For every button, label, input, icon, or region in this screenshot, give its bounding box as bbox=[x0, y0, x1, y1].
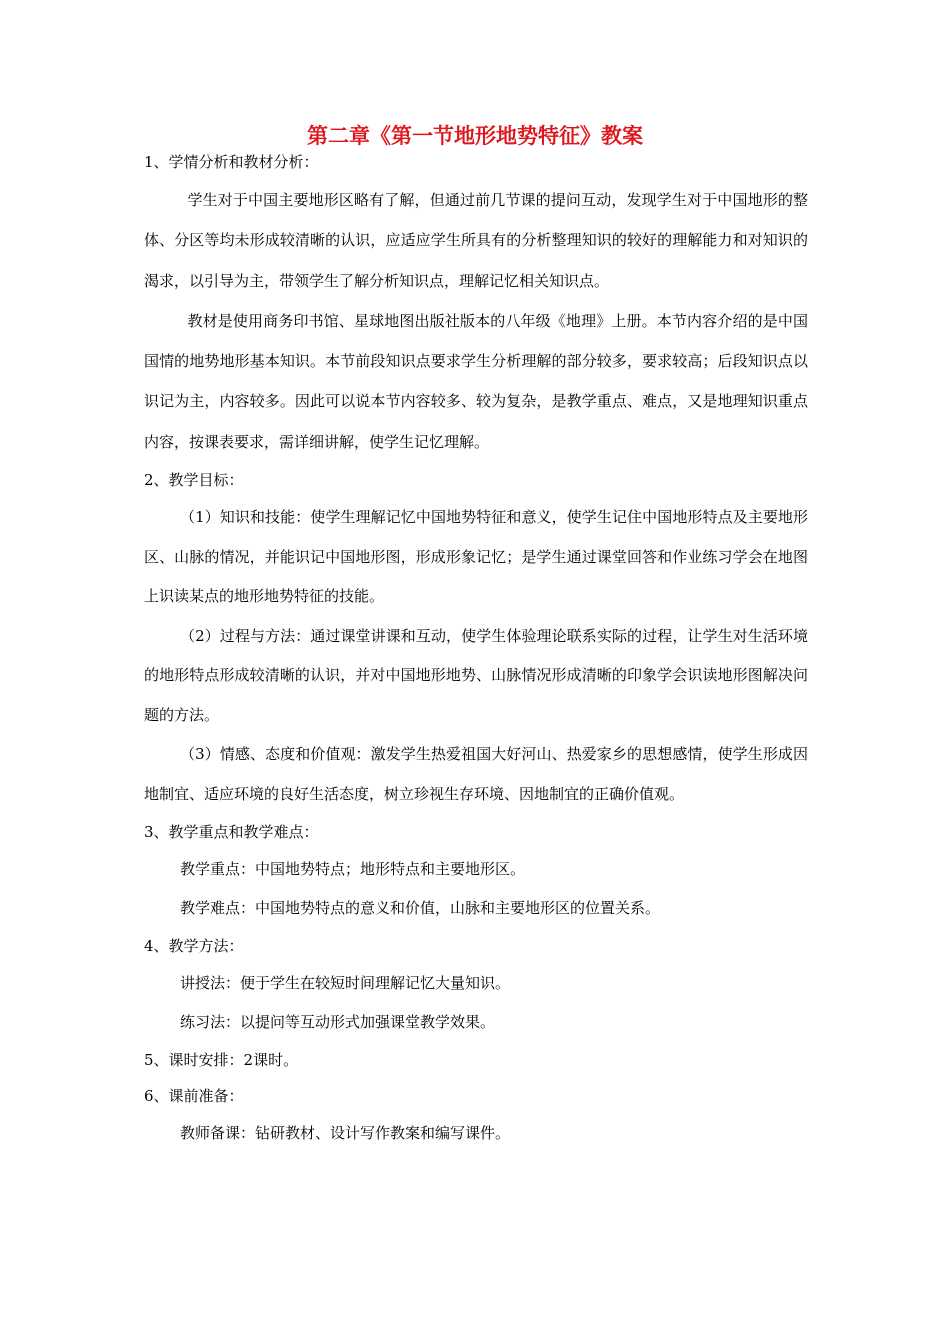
section-3-line-1: 教学重点：中国地势特点；地形特点和主要地形区。 bbox=[180, 860, 526, 879]
section-3-line-2: 教学难点：中国地势特点的意义和价值，山脉和主要地形区的位置关系。 bbox=[180, 899, 661, 918]
section-1-heading: 1、学情分析和教材分析： bbox=[144, 153, 319, 171]
section-1-paragraph-2: 教材是使用商务印书馆、星球地图出版社版本的八年级《地理》上册。本节内容介绍的是中国国情的地势地形基本知识。本节前段知识点要求学生分析理解的部分较多，要求较高；后段知识点以识记为主，内容较多。因此可以说本节内容较多、较为复杂，是教学重点、难点，又是地理知识重点内容，按课表要求，需详细讲解，使学生记忆理解。 bbox=[144, 311, 808, 451]
section-2-item-2: （2）过程与方法：通过课堂讲课和互动，使学生体验理论联系实际的过程，让学生对生活环境的地形特点形成较清晰的认识，并对中国地形地势、山脉情况形成清晰的印象学会识读地形图解决问题的方法。 bbox=[144, 626, 808, 724]
section-1-paragraph-1: 学生对于中国主要地形区略有了解，但通过前几节课的提问互动，发现学生对于中国地形的整体、分区等均未形成较清晰的认识，应适应学生所具有的分析整理知识的较好的理解能力和对知识的渴求，以引导为主，带领学生了解分析知识点，理解记忆相关知识点。 bbox=[144, 191, 808, 290]
section-6-line-1: 教师备课：钻研教材、设计写作教案和编写课件。 bbox=[180, 1124, 511, 1143]
section-3-heading: 3、教学重点和教学难点： bbox=[144, 823, 319, 842]
section-2-item-1: （1）知识和技能：使学生理解记忆中国地势特征和意义，使学生记住中国地形特点及主要地形区、山脉的情况，并能识记中国地形图，形成形象记忆；是学生通过课堂回答和作业练习学会在地图上识读某点的地形地势特征的技能。 bbox=[144, 508, 808, 606]
section-4-heading: 4、教学方法： bbox=[144, 937, 244, 956]
section-4-line-1: 讲授法：便于学生在较短时间理解记忆大量知识。 bbox=[180, 974, 511, 993]
section-2-item-3: （3）情感、态度和价值观：激发学生热爱祖国大好河山、热爱家乡的思想感情，使学生形成因地制宜、适应环境的良好生活态度，树立珍视生存环境、因地制宜的正确价值观。 bbox=[144, 745, 808, 803]
document-body bbox=[144, 144, 808, 1153]
section-4-line-2: 练习法：以提问等互动形式加强课堂教学效果。 bbox=[180, 1013, 496, 1032]
section-5-heading: 5、课时安排：2课时。 bbox=[144, 1051, 299, 1070]
section-2-heading: 2、教学目标： bbox=[144, 471, 244, 490]
section-6-heading: 6、课前准备： bbox=[144, 1087, 244, 1106]
document-title: 第二章《第一节地形地势特征》教案 bbox=[307, 123, 643, 148]
